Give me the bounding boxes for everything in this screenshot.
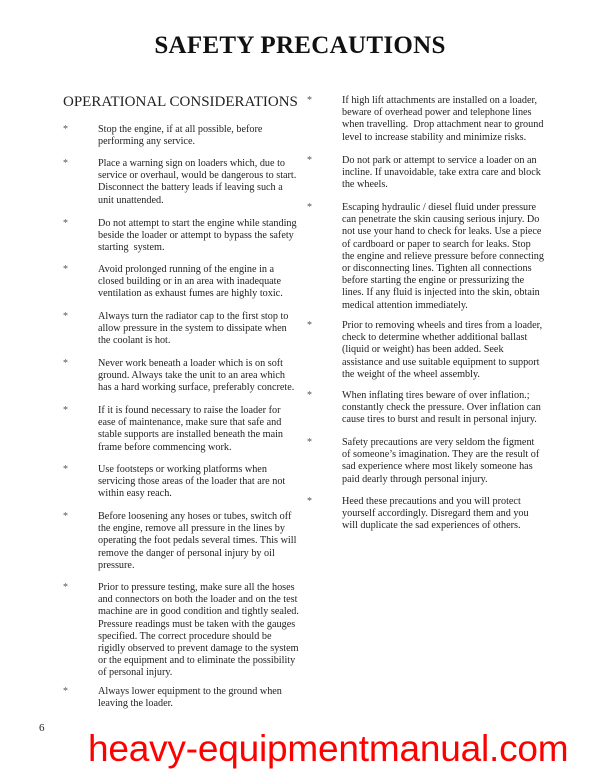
- list-item-text: Do not park or attempt to service a loader on an incline. If unavoidable, take extra care and block the wheels.: [342, 155, 541, 191]
- list-item-text: Use footsteps or working platforms when servicing those areas of the loader that are not within easy reach.: [98, 464, 286, 500]
- bullet-icon: *: [63, 405, 68, 416]
- list-item-text: Do not attempt to start the engine while standing beside the loader or attempt to bypass the safety starting system.: [98, 218, 297, 254]
- bullet-icon: *: [63, 582, 68, 593]
- list-item-text: Always lower equipment to the ground when leaving the loader.: [98, 686, 282, 710]
- bullet-icon: *: [307, 496, 312, 507]
- list-item-text: Safety precautions are very seldom the figment of someone’s imagination. They are the result of sad experience where most likely someone has paid dearly through personal injury.: [342, 437, 540, 485]
- list-item-text: Always turn the radiator cap to the first stop to allow pressure in the system to dissipate when the coolant is hot.: [98, 311, 289, 347]
- bullet-icon: *: [307, 320, 312, 331]
- bullet-icon: *: [307, 437, 312, 448]
- page-title: SAFETY PRECAUTIONS: [154, 32, 446, 59]
- list-item-text: Place a warning sign on loaders which, due to service or overhaul, would be dangerous to start. Disconnect the battery leads if leaving such a unit unattended.: [98, 158, 297, 206]
- bullet-icon: *: [63, 158, 68, 169]
- bullet-icon: *: [63, 218, 68, 229]
- list-item-text: If high lift attachments are installed on a loader, beware of overhead power and telephone lines when travelling. Drop attachment near to ground level to increase stability and minimize risks.: [342, 95, 544, 143]
- bullet-icon: *: [307, 95, 312, 106]
- list-item-text: Never work beneath a loader which is on soft ground. Always take the unit to an area which has a hard working surface, preferably concrete.: [98, 358, 295, 394]
- list-item-text: Before loosening any hoses or tubes, switch off the engine, remove all pressure in the lines by operating the foot pedals several times. This will remove the danger of personal injury by oil pressure.: [98, 511, 297, 571]
- list-item-text: Stop the engine, if at all possible, before performing any service.: [98, 124, 263, 148]
- bullet-icon: *: [307, 390, 312, 401]
- list-item-text: If it is found necessary to raise the loader for ease of maintenance, make sure that safe and stable supports are installed beneath the main frame before commencing work.: [98, 405, 284, 453]
- watermark: heavy-equipmentmanual.com: [88, 728, 569, 769]
- bullet-icon: *: [63, 358, 68, 369]
- page-number: 6: [39, 722, 45, 734]
- bullet-icon: *: [63, 686, 68, 697]
- bullet-icon: *: [63, 311, 68, 322]
- list-item-text: Heed these precautions and you will protect yourself accordingly. Disregard them and you will duplicate the sad experiences of others.: [342, 496, 529, 532]
- list-item-text: Prior to pressure testing, make sure all the hoses and connectors on both the loader and on the test machine are in good condition and tightly sealed. Pressure readings must be taken with the gauges specified. The correct procedure should be rigidly observed to prevent damage to the system or the equipment and to eliminate the possibility of personal injury.: [98, 582, 299, 679]
- bullet-icon: *: [63, 264, 68, 275]
- bullet-icon: *: [307, 202, 312, 213]
- list-item-text: When inflating tires beware of over inflation.; constantly check the pressure. Over inflation can cause tires to burst and result in personal injury.: [342, 390, 541, 426]
- bullet-icon: *: [63, 511, 68, 522]
- bullet-icon: *: [63, 124, 68, 135]
- bullet-icon: *: [307, 155, 312, 166]
- list-item-text: Escaping hydraulic / diesel fluid under pressure can penetrate the skin causing serious injury. Do not use your hand to check for leaks. Use a piece of cardboard or paper to search for leaks. Stop the engine and relieve pressure before connecting or disconnecting lines. Tighten all connections before starting the engine or pressurizing the lines. If any fluid is injected into the skin, obtain medical attention immediately.: [342, 202, 544, 311]
- list-item-text: Avoid prolonged running of the engine in a closed building or in an area with inadequate ventilation as exhaust fumes are highly toxic.: [98, 264, 283, 300]
- list-item-text: Prior to removing wheels and tires from a loader, check to determine whether additional ballast (liquid or weight) has been added. Seek assistance and use suitable equipment to support the weight of the wheel assembly.: [342, 320, 543, 380]
- bullet-icon: *: [63, 464, 68, 475]
- section-heading: OPERATIONAL CONSIDERATIONS: [63, 94, 298, 110]
